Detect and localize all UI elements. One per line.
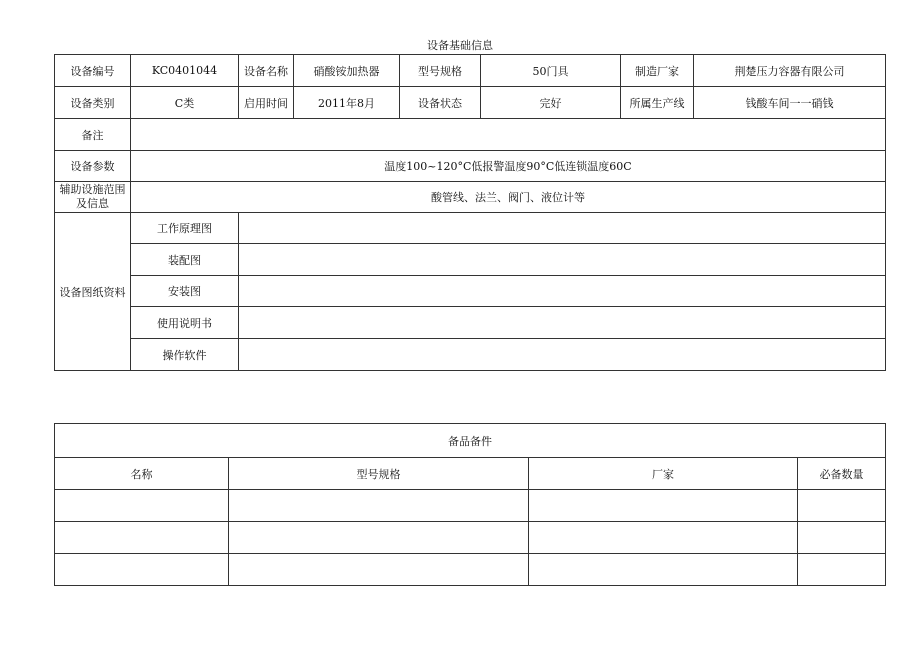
drawing-item-value	[239, 213, 886, 244]
drawing-item-label: 装配图	[131, 244, 239, 276]
drawing-item-label: 操作软件	[131, 339, 239, 371]
table-cell	[798, 522, 886, 554]
manufacturer-label: 制造厂家	[621, 55, 694, 87]
drawing-item-label: 安装图	[131, 276, 239, 307]
equipment-type-value: C类	[131, 87, 239, 119]
drawing-item-value	[239, 307, 886, 339]
table-cell	[798, 490, 886, 522]
drawing-item-label: 工作原理图	[131, 213, 239, 244]
drawing-item-value	[239, 244, 886, 276]
equipment-name-label: 设备名称	[239, 55, 294, 87]
remark-label: 备注	[55, 119, 131, 151]
status-value: 完好	[481, 87, 621, 119]
manufacturer-value: 荆楚压力容器有限公司	[694, 55, 886, 87]
drawing-item-value	[239, 276, 886, 307]
col-header-manufacturer: 厂家	[529, 458, 798, 490]
table-cell	[55, 554, 229, 586]
aux-facilities-label: 辅助设施范围及信息	[55, 182, 131, 213]
drawing-row	[55, 244, 886, 276]
spare-parts-title-row	[55, 424, 886, 458]
status-label: 设备状态	[400, 87, 481, 119]
table-cell	[529, 554, 798, 586]
table-cell	[55, 490, 229, 522]
equipment-code-label: 设备编号	[55, 55, 131, 87]
drawing-row	[55, 213, 886, 244]
equipment-name-value: 硝酸铵加热器	[294, 55, 400, 87]
start-date-label: 启用时间	[239, 87, 294, 119]
table-cell	[529, 490, 798, 522]
equipment-info-table	[54, 54, 886, 371]
params-value: 温度100~120°C低报警温度90°C低连锁温度60C	[131, 151, 886, 182]
aux-row	[55, 182, 886, 213]
model-label: 型号规格	[400, 55, 481, 87]
col-header-model: 型号规格	[229, 458, 529, 490]
table-cell	[229, 522, 529, 554]
remark-row	[55, 119, 886, 151]
aux-facilities-value: 酸管线、法兰、阀门、液位计等	[131, 182, 886, 213]
info-row-1	[55, 55, 886, 87]
table-cell	[529, 522, 798, 554]
drawing-row	[55, 307, 886, 339]
start-date-value: 2011年8月	[294, 87, 400, 119]
drawings-label: 设备图纸资料	[55, 213, 131, 371]
spare-parts-row	[55, 522, 886, 554]
spare-parts-header-row	[55, 458, 886, 490]
drawing-item-label: 使用说明书	[131, 307, 239, 339]
table-cell	[798, 554, 886, 586]
remark-value	[131, 119, 886, 151]
params-row	[55, 151, 886, 182]
info-row-2	[55, 87, 886, 119]
production-line-value: 钱酸车间一一硝钱	[694, 87, 886, 119]
spare-parts-title: 备品备件	[55, 424, 886, 458]
spare-parts-row	[55, 490, 886, 522]
production-line-label: 所属生产线	[621, 87, 694, 119]
spare-parts-row	[55, 554, 886, 586]
equipment-type-label: 设备类别	[55, 87, 131, 119]
spare-parts-table	[54, 423, 886, 586]
params-label: 设备参数	[55, 151, 131, 182]
table-cell	[229, 554, 529, 586]
col-header-name: 名称	[55, 458, 229, 490]
table-cell	[229, 490, 529, 522]
col-header-quantity: 必备数量	[798, 458, 886, 490]
equipment-code-value: KC0401044	[131, 55, 239, 87]
drawing-row	[55, 276, 886, 307]
table-cell	[55, 522, 229, 554]
drawing-item-value	[239, 339, 886, 371]
model-value: 50门具	[481, 55, 621, 87]
equipment-info-title: 设备基础信息	[427, 39, 493, 52]
drawing-row	[55, 339, 886, 371]
